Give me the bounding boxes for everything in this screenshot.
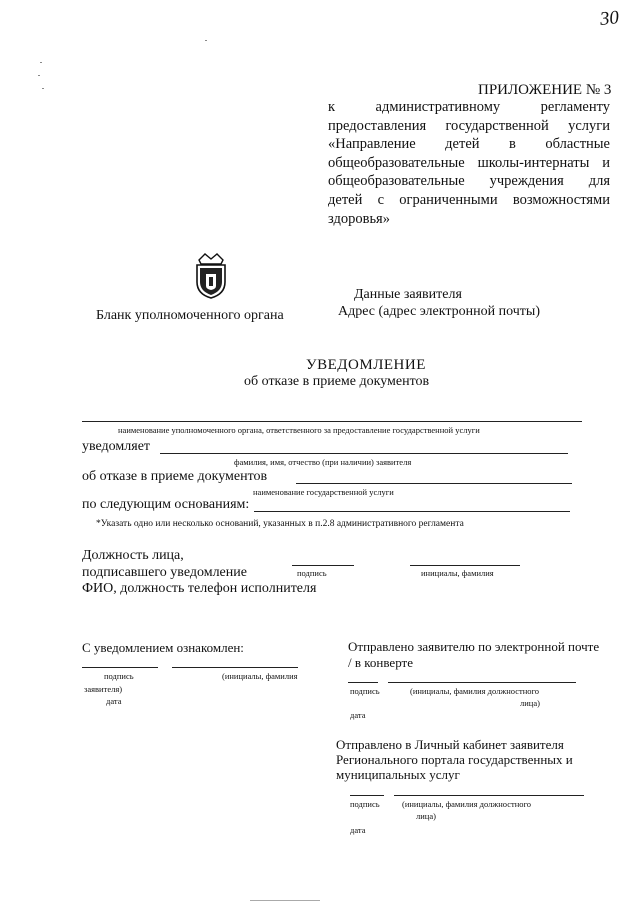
appendix-line: общеобразовательные школы-интернаты и — [328, 154, 610, 171]
sent-portal-signature-caption: подпись — [350, 799, 380, 809]
appendix-line: детей с ограниченными возможностями — [328, 191, 610, 208]
acknowledge-signature-caption: подпись — [104, 671, 134, 681]
applicant-name-field[interactable] — [160, 453, 568, 454]
authority-blank-label: Бланк уполномоченного органа — [96, 308, 284, 323]
acknowledge-date-caption: дата — [106, 696, 122, 706]
grounds-field[interactable] — [254, 511, 570, 512]
notice-subtitle: об отказе в приеме документов — [244, 374, 430, 389]
sent-email-initials-caption: (инициалы, фамилия должностного — [410, 686, 540, 696]
signatory-position-label: Должность лица, — [82, 548, 184, 563]
acknowledge-applicant-caption: заявителя) — [84, 684, 123, 694]
coat-of-arms-emblem — [191, 252, 231, 300]
grounds-note: *Указать одно или несколько оснований, указанных в п.2.8 административного регламента — [96, 519, 464, 529]
page-number: 30 — [598, 7, 620, 30]
sent-portal-initials-caption: (инициалы, фамилия должностного — [402, 799, 532, 809]
service-name-caption: наименование государственной услуги — [253, 487, 394, 497]
signatory-initials-field[interactable] — [410, 565, 520, 566]
authority-name-field[interactable] — [82, 421, 582, 422]
sent-email-label: Отправлено заявителю по электронной почте — [348, 639, 600, 654]
applicant-name-caption: фамилия, имя, отчество (при наличии) заявителя — [234, 457, 412, 467]
scan-speck — [205, 40, 207, 41]
acknowledge-signature-field[interactable] — [82, 667, 158, 668]
sent-portal-label-3: муниципальных услуг — [336, 767, 460, 782]
sent-portal-initials-field[interactable] — [394, 795, 584, 796]
signatory-signature-field[interactable] — [292, 565, 354, 566]
sent-portal-initials-caption-2: лица) — [416, 811, 436, 821]
sent-portal-date-caption: дата — [350, 825, 366, 835]
signatory-initials-caption: инициалы, фамилия — [421, 568, 494, 578]
acknowledge-initials-field[interactable] — [172, 667, 298, 668]
appendix-line: здоровья» — [328, 210, 390, 227]
acknowledge-initials-caption: (инициалы, фамилия — [222, 671, 298, 681]
acknowledged-label: С уведомлением ознакомлен: — [82, 640, 244, 655]
appendix-line: общеобразовательные учреждения для — [328, 173, 610, 190]
signatory-signature-caption: подпись — [297, 568, 327, 578]
scan-bottom-mark — [250, 900, 320, 901]
appendix-line: к административному регламенту — [328, 99, 610, 115]
signatory-signed-label: подписавшего уведомление — [82, 565, 247, 580]
sent-envelope-label: / в конверте — [348, 655, 413, 670]
authority-name-caption: наименование уполномоченного органа, ответственного за предоставление государственной услуги — [118, 425, 480, 435]
service-name-field[interactable] — [296, 483, 572, 484]
scan-speck — [38, 75, 40, 76]
sent-portal-signature-field[interactable] — [350, 795, 384, 796]
sent-email-initials-field[interactable] — [388, 682, 576, 683]
sent-email-signature-field[interactable] — [348, 682, 378, 683]
sent-email-signature-caption: подпись — [350, 686, 380, 696]
executor-label: ФИО, должность телефон исполнителя — [82, 581, 317, 596]
appendix-title: ПРИЛОЖЕНИЕ № 3 — [478, 82, 612, 98]
sent-email-date-caption: дата — [350, 710, 366, 720]
sent-portal-label-2: Регионального портала государственных и — [336, 752, 573, 767]
scan-speck — [40, 62, 42, 63]
notifies-label: уведомляет — [82, 439, 151, 454]
notice-title: УВЕДОМЛЕНИЕ — [306, 357, 426, 373]
appendix-line: предоставления государственной услуги — [328, 117, 610, 134]
grounds-label: по следующим основаниям: — [82, 497, 250, 512]
appendix-line: «Направление детей в областные — [328, 136, 610, 153]
sent-email-initials-caption-2: лица) — [520, 698, 540, 708]
applicant-address-label: Адрес (адрес электронной почты) — [338, 304, 540, 319]
sent-portal-label-1: Отправлено в Личный кабинет заявителя — [336, 737, 564, 752]
appendix-text — [328, 98, 610, 228]
scan-speck — [42, 88, 44, 89]
refusal-label: об отказе в приеме документов — [82, 469, 268, 484]
applicant-data-label: Данные заявителя — [354, 287, 462, 302]
